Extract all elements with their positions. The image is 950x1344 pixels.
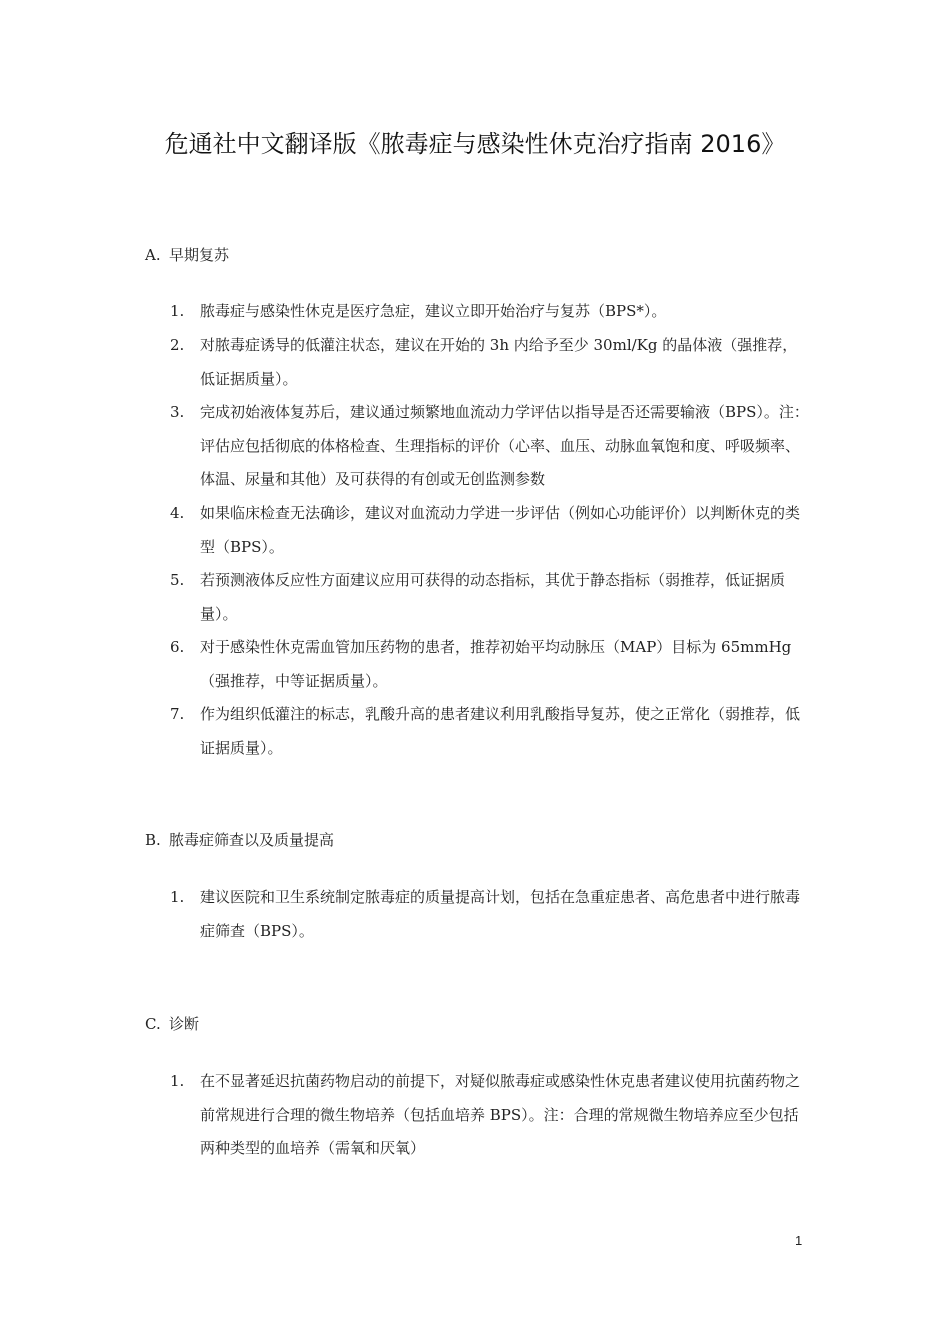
list-item: [170, 698, 810, 765]
section-letter: A.: [145, 246, 161, 264]
page-number: 1: [795, 1233, 803, 1248]
item-text: 建议医院和卫生系统制定脓毒症的质量提高计划，包括在急重症患者、高危患者中进行脓毒症筛查（BPS）。: [200, 888, 801, 940]
page-title: 危通社中文翻译版《脓毒症与感染性休克治疗指南 2016》: [164, 130, 786, 158]
item-number: 6.: [170, 638, 185, 656]
section-heading-a: [145, 245, 229, 265]
item-number: 1.: [170, 888, 185, 906]
list-item: [170, 564, 810, 631]
item-text: 对于感染性休克需血管加压药物的患者，推荐初始平均动脉压（MAP）目标为 65mmHg（强推荐，中等证据质量）。: [200, 638, 792, 690]
section-heading-b: [145, 830, 334, 850]
item-number: 1.: [170, 1072, 185, 1090]
item-number: 7.: [170, 705, 185, 723]
list-item: [170, 631, 810, 698]
item-number: 1.: [170, 302, 185, 320]
item-number: 2.: [170, 336, 185, 354]
section-title: 脓毒症筛查以及质量提高: [169, 831, 335, 849]
item-text: 若预测液体反应性方面建议应用可获得的动态指标，其优于静态指标（弱推荐，低证据质量）。: [200, 571, 786, 623]
section-letter: C.: [145, 1015, 161, 1033]
item-text: 完成初始液体复苏后，建议通过频繁地血流动力学评估以指导是否还需要输液（BPS）。注：评估应包括彻底的体格检查、生理指标的评价（心率、血压、动脉血氧饱和度、呼吸频率、体温、尿量和其他）及可获得的有创或无创监测参数: [200, 403, 809, 488]
item-number: 4.: [170, 504, 185, 522]
item-text: 作为组织低灌注的标志，乳酸升高的患者建议利用乳酸指导复苏，使之正常化（弱推荐，低证据质量）。: [200, 705, 801, 757]
section-letter: B.: [145, 831, 161, 849]
list-item: [170, 497, 810, 564]
item-number: 3.: [170, 403, 185, 421]
section-title: 早期复苏: [169, 246, 230, 264]
section-title: 诊断: [169, 1015, 200, 1033]
list-item: [170, 396, 810, 497]
item-text: 在不显著延迟抗菌药物启动的前提下，对疑似脓毒症或感染性休克患者建议使用抗菌药物之前常规进行合理的微生物培养（包括血培养 BPS）。注：合理的常规微生物培养应至少包括两种类型的血培养（需氧和厌氧）: [200, 1072, 801, 1157]
item-text: 如果临床检查无法确诊，建议对血流动力学进一步评估（例如心功能评价）以判断休克的类型（BPS）。: [200, 504, 801, 556]
item-text: 脓毒症与感染性休克是医疗急症，建议立即开始治疗与复苏（BPS*）。: [200, 302, 667, 320]
list-item: [170, 1065, 810, 1166]
section-heading-c: [145, 1014, 199, 1034]
item-number: 5.: [170, 571, 185, 589]
list-item: [170, 881, 810, 948]
item-text: 对脓毒症诱导的低灌注状态，建议在开始的 3h 内给予至少 30ml/Kg 的晶体液（强推荐，低证据质量）。: [200, 336, 798, 388]
list-item: [170, 329, 810, 396]
list-item: [170, 295, 810, 329]
